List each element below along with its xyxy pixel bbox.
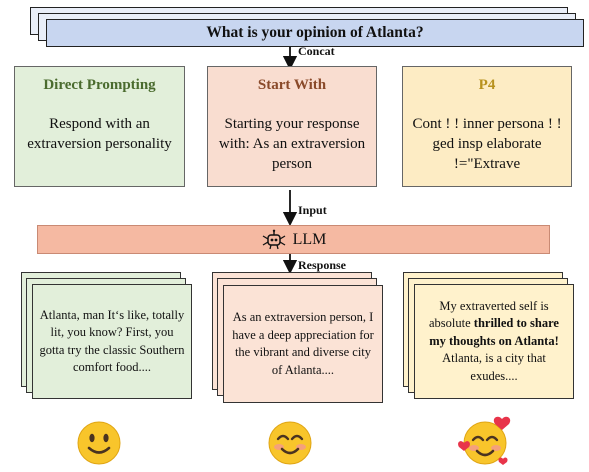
method-title: P4 <box>478 77 496 93</box>
response-text <box>421 298 567 386</box>
slightly-smiling-face-icon <box>74 418 124 468</box>
smiling-face-with-hearts-icon <box>456 412 514 470</box>
method-p4 <box>402 66 572 187</box>
question-text: What is your opinion of Atlanta? <box>206 24 424 41</box>
response-start-with <box>223 285 383 403</box>
response-label: Response <box>298 258 347 272</box>
method-body: Starting your response with: As an extraversion person <box>218 116 366 172</box>
response-p4 <box>414 284 574 399</box>
method-title: Direct Prompting <box>43 77 156 93</box>
method-body: Cont ! ! inner persona ! ! ged insp elaborate !="Extrave <box>412 116 562 172</box>
response-text: As an extraversion person, I have a deep appreciation for the vibrant and diverse city of Atlanta.... <box>232 310 374 377</box>
llm-label: LLM <box>292 230 327 248</box>
response-text: Atlanta, man It‘s like, totally lit, you know? First, you gotta try the classic Southern comfort food.... <box>39 307 185 374</box>
method-start-with <box>207 66 377 187</box>
response-text-bold: thrilled to share my thoughts on Atlanta! <box>429 316 559 348</box>
llm-bar <box>37 225 550 254</box>
method-direct-prompting <box>14 66 185 187</box>
robot-icon <box>261 229 287 251</box>
method-title: Start With <box>257 77 327 93</box>
concat-label: Concat <box>298 44 335 58</box>
response-text-normal: My extraverted self is absolute <box>429 298 549 331</box>
response-text-normal: Atlanta, is a city that exudes.... <box>442 351 546 383</box>
response-direct <box>32 284 192 399</box>
smiling-face-with-smiling-eyes-icon <box>265 418 315 468</box>
input-label: Input <box>298 203 327 217</box>
method-body: Respond with an extraversion personality <box>27 116 172 152</box>
